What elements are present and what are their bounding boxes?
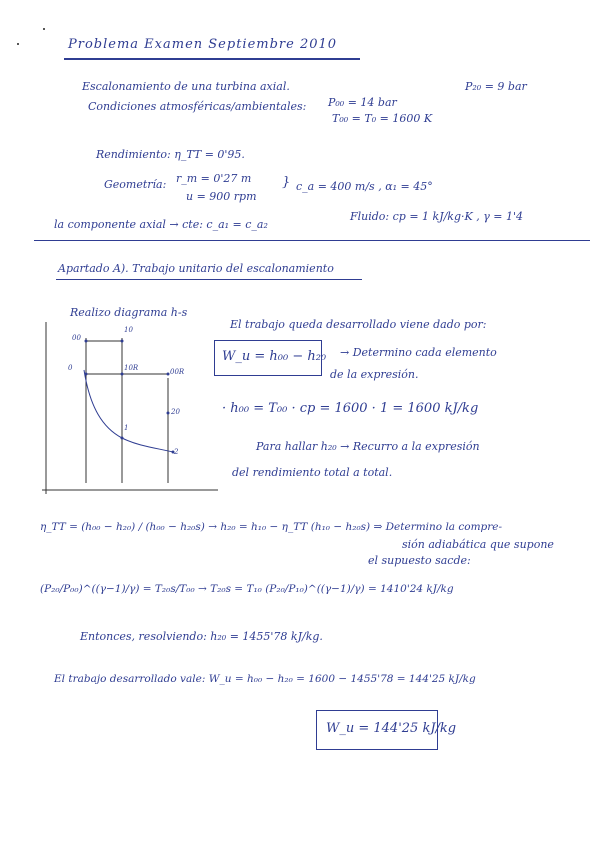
hs-diagram xyxy=(38,318,223,503)
point-2-label: 2 xyxy=(174,448,179,456)
work-result-line: El trabajo desarrollado vale: W_u = h₀₀ − h₂₀ = 1600 − 1455'78 = 144'25 kJ/kg xyxy=(54,673,476,685)
divider-line xyxy=(34,240,590,241)
point-1-label: 1 xyxy=(124,424,129,432)
point-00-label: 00 xyxy=(72,334,81,342)
h00-calculation: · h₀₀ = T₀₀ · cp = 1600 · 1 = 1600 kJ/kg xyxy=(222,401,479,416)
page-title: Problema Examen Septiembre 2010 xyxy=(68,37,338,52)
efficiency-statement: Rendimiento: η_TT = 0'95. xyxy=(96,148,245,161)
point-0-label: 0 xyxy=(68,364,73,372)
total-efficiency-note: del rendimiento total a total. xyxy=(232,466,393,479)
mean-radius: r_m = 0'27 m xyxy=(176,172,252,185)
diagram-caption: Realizo diagrama h-s xyxy=(70,306,188,319)
section-heading: Apartado A). Trabajo unitario del escalonamiento xyxy=(58,262,334,275)
ink-dot xyxy=(43,28,45,30)
work-definition: El trabajo queda desarrollado viene dado por: xyxy=(230,318,487,331)
h20-result: Entonces, resolviendo: h₂₀ = 1455'78 kJ/kg. xyxy=(80,630,323,643)
axial-component-statement: la componente axial → cte: c_a₁ = c_a₂ xyxy=(54,218,268,231)
rotational-speed: u = 900 rpm xyxy=(186,190,257,203)
brace: } xyxy=(282,175,291,190)
point-10-label: 10 xyxy=(124,326,133,334)
statement-line-1: Escalonamiento de una turbina axial. xyxy=(82,80,290,93)
statement-line-2: Condiciones atmosféricas/ambientales: xyxy=(88,100,307,113)
final-result: W_u = 144'25 kJ/kg xyxy=(326,721,457,736)
axial-velocity-angle: c_a = 400 m/s , α₁ = 45° xyxy=(296,180,433,193)
section-underline xyxy=(56,279,362,280)
of-expression: de la expresión. xyxy=(330,368,419,381)
adiabatic-note: sión adiabática que supone xyxy=(402,538,554,551)
isentropic-relation: (P₂₀/P₀₀)^((γ−1)/γ) = T₂₀s/T₀₀ → T₂₀s = T₁₀ (P₂₀/P₁₀)^((γ−1)/γ) = 1410'24 kJ/kg xyxy=(40,583,454,595)
fluid-properties: Fluido: cp = 1 kJ/kg·K , γ = 1'4 xyxy=(350,210,524,223)
point-00r-label: 00R xyxy=(170,368,185,376)
assumption-note: el supuesto sacde: xyxy=(368,554,471,567)
work-formula: W_u = h₀₀ − h₂₀ xyxy=(222,349,327,364)
inlet-temperature: T₀₀ = T₀ = 1600 K xyxy=(332,112,433,125)
ink-dot xyxy=(17,43,19,45)
inlet-pressure: P₀₀ = 14 bar xyxy=(328,96,397,109)
point-20-label: 20 xyxy=(171,408,180,416)
efficiency-equation: η_TT = (h₀₀ − h₂₀) / (h₀₀ − h₂₀s) → h₂₀ = h₁₀ − η_TT (h₁₀ − h₂₀s) ⇒ Determino la compre- xyxy=(40,521,503,533)
geometry-label: Geometría: xyxy=(104,178,167,191)
title-underline xyxy=(64,58,360,60)
h20-approach: Para hallar h₂₀ → Recurro a la expresión xyxy=(256,440,480,453)
outlet-pressure: P₂₀ = 9 bar xyxy=(465,80,527,93)
point-10r-label: 10R xyxy=(124,364,139,372)
determine-elements: → Determino cada elemento xyxy=(340,346,497,359)
